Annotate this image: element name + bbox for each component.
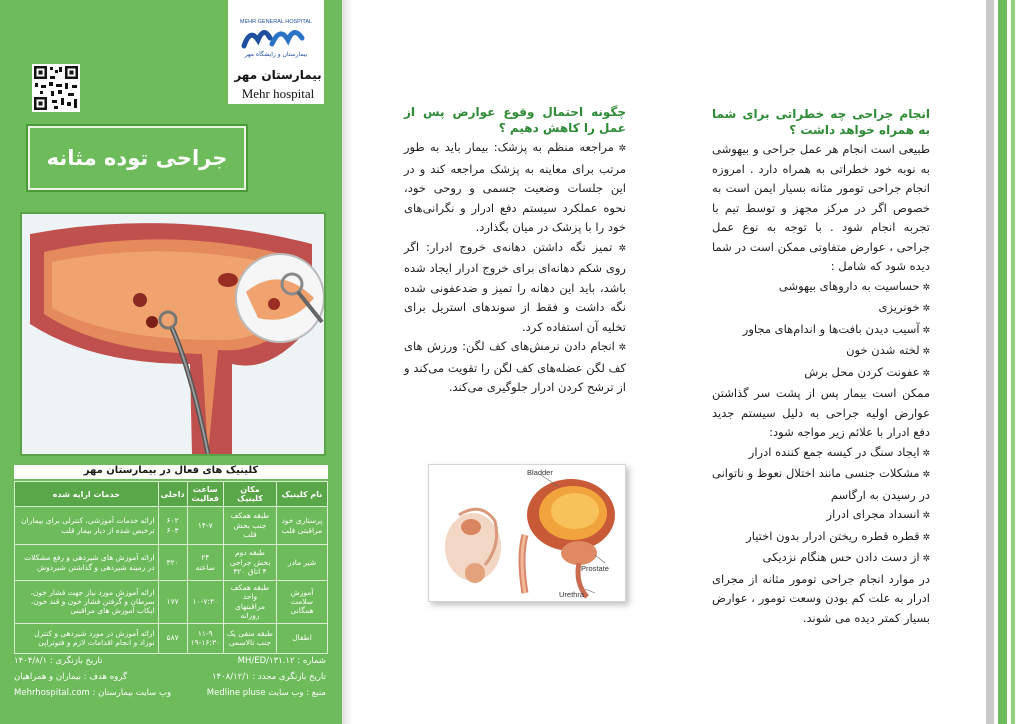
website[interactable]: وب سایت بیمارستان : Mehrhospital.com xyxy=(14,688,172,698)
table-cell: ۲۴ ساعته xyxy=(187,545,223,581)
table-cell: طبقه همکف جنب بخش قلب xyxy=(224,507,277,545)
list-item: ✲ تمیز نگه داشتن دهانه‌ی خروج ادرار: اگر روی شکم دهانه‌ای برای خروج ادرار ایجاد شده باشد، باید این دهانه را تمیز و ضدعفونی شده نگه داشت و فقط از سوندهای استریل برای تخلیه آن استفاده کرد. xyxy=(404,238,626,338)
table-cell: ارائه آموزش در مورد شیردهی و کنترل نوزاد و انجام اقدامات لازم و فتوتراپی xyxy=(15,623,159,653)
table-cell: ۱۱-۹ ۱۹-۱۶:۳۰ xyxy=(187,623,223,653)
list-item: ✲ آسیب دیدن بافت‌ها و اندام‌های مجاور xyxy=(712,320,930,342)
label-bladder: Bladder xyxy=(527,468,553,477)
hospital-name-fa: بیمارستان مهر xyxy=(234,68,322,82)
table-cell: ۵۸۷ xyxy=(158,623,187,653)
table-cell: شیر مادر xyxy=(277,545,328,581)
table-cell: طبقه همکف واحد مراقبتهای روزانه xyxy=(224,581,277,624)
table-cell: ۶۰۲ ۶۰۳ xyxy=(158,507,187,545)
urinary-anatomy-illustration xyxy=(428,464,626,602)
brochure-title: جراحی توده مثانه xyxy=(46,146,228,170)
col-header: نام کلینیک xyxy=(277,482,328,507)
fold-shadow xyxy=(342,0,352,724)
table-row xyxy=(15,581,328,624)
table-cell: ۱۰-۷:۳۰ xyxy=(187,581,223,624)
logo-sub-text: بیمارستان و زایشگاه مهر xyxy=(244,51,308,58)
label-prostate: Prostate xyxy=(581,564,609,573)
section-heading: چگونه احتمال وقوع عوارض پس از عمل را کاهش دهیم ؟ xyxy=(404,105,626,135)
col-header: خدمات ارایه شده xyxy=(15,482,159,507)
doc-code: شماره : MH/ED/۱۳۱.۱۲ xyxy=(237,656,326,666)
list-item: ✲ لخته شدن خون xyxy=(712,341,930,363)
surgery-risks-section xyxy=(712,106,930,628)
document-footer xyxy=(14,652,326,714)
table-cell: ارائه آموزش مورد نیاز جهت فشار خون، سرطان و گرفتن فشار خون و قند خون، ایکاب آموزش های مراقبتی xyxy=(15,581,159,624)
table-cell: اطفال xyxy=(277,623,328,653)
middle-paragraph: ممکن است بیمار پس از پشت سر گذاشتن عوارض اولیه جراحی به دلیل سیستم جدید دفع ادرار با علائم زیر مواجه شود: xyxy=(712,386,930,439)
col-header: داخلی xyxy=(158,482,187,507)
table-row xyxy=(15,623,328,653)
hospital-name-en: Mehr hospital xyxy=(241,86,315,101)
list-item: ✲ انجام دادن نرمش‌های کف لگن: ورزش های کف لگن عضله‌های کف لگن را تقویت می‌کند و از ترشح کردن ادرار جلوگیری می‌کند. xyxy=(404,337,626,398)
list-item: ✲ از دست دادن حس هنگام نزدیکی xyxy=(712,548,930,570)
list-item: ✲ ایجاد سنگ در کیسه جمع کننده ادرار xyxy=(712,443,930,465)
list-item: ✲ عفونت کردن محل برش xyxy=(712,363,930,385)
table-cell: ۱۴-۷ xyxy=(187,507,223,545)
list-item: ✲ خونریزی xyxy=(712,298,930,320)
clinic-table xyxy=(14,481,328,654)
table-cell: ارائه خدمات آموزشی، کنترلی برای بیماران ترخیص شده از دیار بیمار قلب xyxy=(15,507,159,545)
list-item: ✲ قطره قطره ریختن ادرار بدون اختیار xyxy=(712,527,930,549)
decorative-stripes xyxy=(964,0,1024,724)
qr-code[interactable] xyxy=(32,64,80,112)
label-urethra: Urethra xyxy=(559,590,585,599)
table-cell: طبقه دوم بخش جراحی ۴ اتاق ۳۲۰ xyxy=(224,545,277,581)
review-date: تاریخ بازنگری : ۱۴۰۴/۸/۱ xyxy=(14,656,103,666)
table-cell: ۱۷۷ xyxy=(158,581,187,624)
list-item: ✲ انسداد مجرای ادرار xyxy=(712,505,930,527)
col-header: مکان کلینیک xyxy=(224,482,277,507)
table-cell: ارائه آموزش های شیردهی و رفع مشکلات در زمینه شیردهی و گذاشتن شیردوش xyxy=(15,545,159,581)
next-review-date: تاریخ بازنگری مجدد : ۱۴۰۸/۱۲/۱ xyxy=(211,672,326,682)
target-group: گروه هدف : بیماران و همراهیان xyxy=(14,672,127,682)
list-item: ✲ مشکلات جنسی مانند اختلال نعوظ و ناتوانی در رسیدن به ارگاسم xyxy=(712,464,930,505)
section-heading: انجام جراحی چه خطراتی برای شما به همراه خواهد داشت ؟ xyxy=(712,107,930,137)
table-cell: آموزش سلامت همگانی xyxy=(277,581,328,624)
intro-paragraph: طبیعی است انجام هر عمل جراحی و بیهوشی به نوبه خود خطراتی به همراه دارد . امروزه انجام جراحی تومور مثانه بسیار ایمن است به خصوص اگر در مرکز مجهز و توسط تیم با تجربه انجام شود . با توجه به نوع عمل جراحی ، عوارض متفاوتی ممکن است در شما دیده شود که شامل : xyxy=(712,142,930,273)
list-item: ✲ مراجعه منظم به پزشک: بیمار باید به طور مرتب برای معاینه به پزشک مراجعه کند و در این جلسات وضعیت جسمی و روحی خود، نحوه عملکرد سیستم دفع ادرار و نگرانی‌های خود را با پزشک در میان بگذارد. xyxy=(404,138,626,238)
table-cell: طبقه منفی یک جنب تالاسمی xyxy=(224,623,277,653)
table-row xyxy=(15,507,328,545)
closing-paragraph: در موارد انجام جراحی تومور مثانه از مجرای ادرار به علت کم بودن وسعت تومور ، عوارض بسیار کمتر دیده می شوند. xyxy=(712,571,930,625)
complications-prevention-section xyxy=(404,104,626,398)
source: منبع : وب سایت Medline pluse xyxy=(206,688,326,698)
logo-top-text: MEHR GENERAL HOSPITAL xyxy=(239,19,313,25)
list-item: ✲ حساسیت به داروهای بیهوشی xyxy=(712,277,930,299)
table-cell: ۳۲۰ xyxy=(158,545,187,581)
brochure-title-box xyxy=(28,126,246,190)
col-header: ساعت فعالیت xyxy=(187,482,223,507)
table-row xyxy=(15,545,328,581)
bladder-surgery-illustration xyxy=(20,212,326,456)
table-cell: پرستاری خود مراقبتی قلب xyxy=(277,507,328,545)
clinic-table-title: کلینیک های فعال در بیمارستان مهر xyxy=(14,465,328,479)
